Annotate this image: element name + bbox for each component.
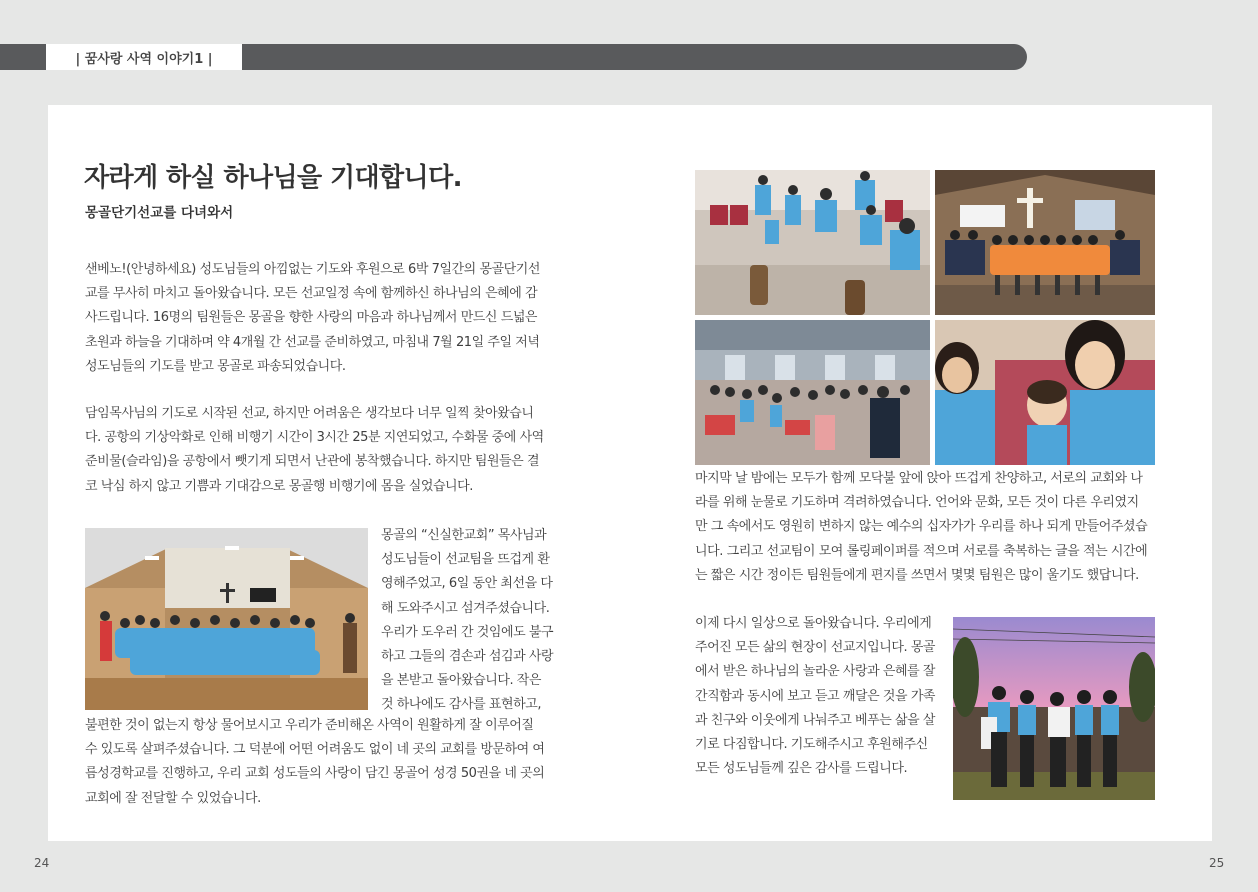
paragraph-3-continued: 불편한 것이 없는지 항상 물어보시고 우리가 준비해온 사역이 원활하게 잘 이루어질 수 있도록 살펴주셨습니다. 그 덕분에 어떤 어려움도 없이 네 곳의 교회를 방문하여 여 름성경학교를 진행하고, 우리 교회 성도들의 사랑이 담긴 몽골어 성경 50권을 네 곳의 교회에 잘 전달할 수 있었습니다. [85, 718, 545, 806]
article-subtitle: 몽골단기선교를 다녀와서 [85, 205, 234, 221]
sunset-team-photo [953, 617, 1155, 800]
game-activity-photo [695, 170, 930, 315]
section-label: | 꿈사랑 사역 이야기1 | [46, 44, 242, 70]
orange-team-photo [935, 170, 1155, 315]
paragraph-1: 샌베노!(안녕하세요) 성도님들의 아낌없는 기도와 후원으로 6박 7일간의 몽골단기선 교를 무사히 마치고 돌아왔습니다. 모든 선교일정 속에 함께하신 하나님의 은혜에 감 사드립니다. 16명의 팀원들은 몽골을 향한 사랑의 마음과 하나님께서 만드신 드넓은 초원과 하늘을 기대하며 약 4개월 간 선교를 준비하였고, 마침내 7월 21일 주일 저녁 성도님들의 기도를 받고 몽골로 파송되었습니다. [85, 262, 540, 374]
paragraph-4: 마지막 날 밤에는 모두가 함께 모닥불 앞에 앉아 뜨겁게 찬양하고, 서로의 교회와 나 라를 위해 눈물로 기도하며 격려하였습니다. 언어와 문화, 모든 것이 다른 우리였지 만 그 속에서도 영원히 변하지 않는 예수의 십자가가 우리를 하나 되게 만들어주셨습 니다. 그리고 선교팀이 모여 롤링페이퍼를 적으며 서로를 축복하는 글을 적는 시간에 는 짧은 시간 정이든 팀원들에게 편지를 쓰면서 몇몇 팀원은 많이 울기도 했답니다. [695, 471, 1148, 583]
child-teacher-photo [935, 320, 1155, 465]
page-number-right: 25 [1209, 856, 1225, 870]
paragraph-3-side: 몽골의 “신실한교회” 목사님과 성도님들이 선교팀을 뜨겁게 환 영해주었고, 6일 동안 최선을 다 해 도와주시고 섬겨주셨습니다. 우리가 도우러 간 것임에도 불구 하고 그들의 겸손과 섬김과 사랑 을 본받고 돌아왔습니다. 작은 것 하나에도 감사를 표현하고, [381, 528, 554, 713]
church-group-photo [85, 528, 368, 710]
paragraph-5: 이제 다시 일상으로 돌아왔습니다. 우리에게 주어진 모든 삶의 현장이 선교지입니다. 몽골 에서 받은 하나님의 놀라운 사랑과 은혜를 잘 간직함과 동시에 보고 듣고 깨달은 것을 가족 과 친구와 이웃에게 나눠주고 베푸는 삶을 살 기로 다짐합니다. 기도해주시고 후원해주신 모든 성도님들께 깊은 감사를 드립니다. [695, 616, 936, 777]
article-title: 자라게 하실 하나님을 기대합니다. [84, 163, 462, 193]
worship-hall-photo [695, 320, 930, 465]
page-number-left: 24 [34, 856, 50, 870]
paragraph-2: 담임목사님의 기도로 시작된 선교, 하지만 어려움은 생각보다 너무 일찍 찾아왔습니 다. 공항의 기상악화로 인해 비행기 시간이 3시간 25분 지연되었고, 수화물 중에 사역 준비물(슬라임)을 공항에서 뺏기게 되면서 난관에 봉착했습니다. 하지만 팀원들은 결 코 낙심 하지 않고 기쁨과 기대감으로 몽골행 비행기에 몸을 실었습니다. [85, 406, 544, 494]
